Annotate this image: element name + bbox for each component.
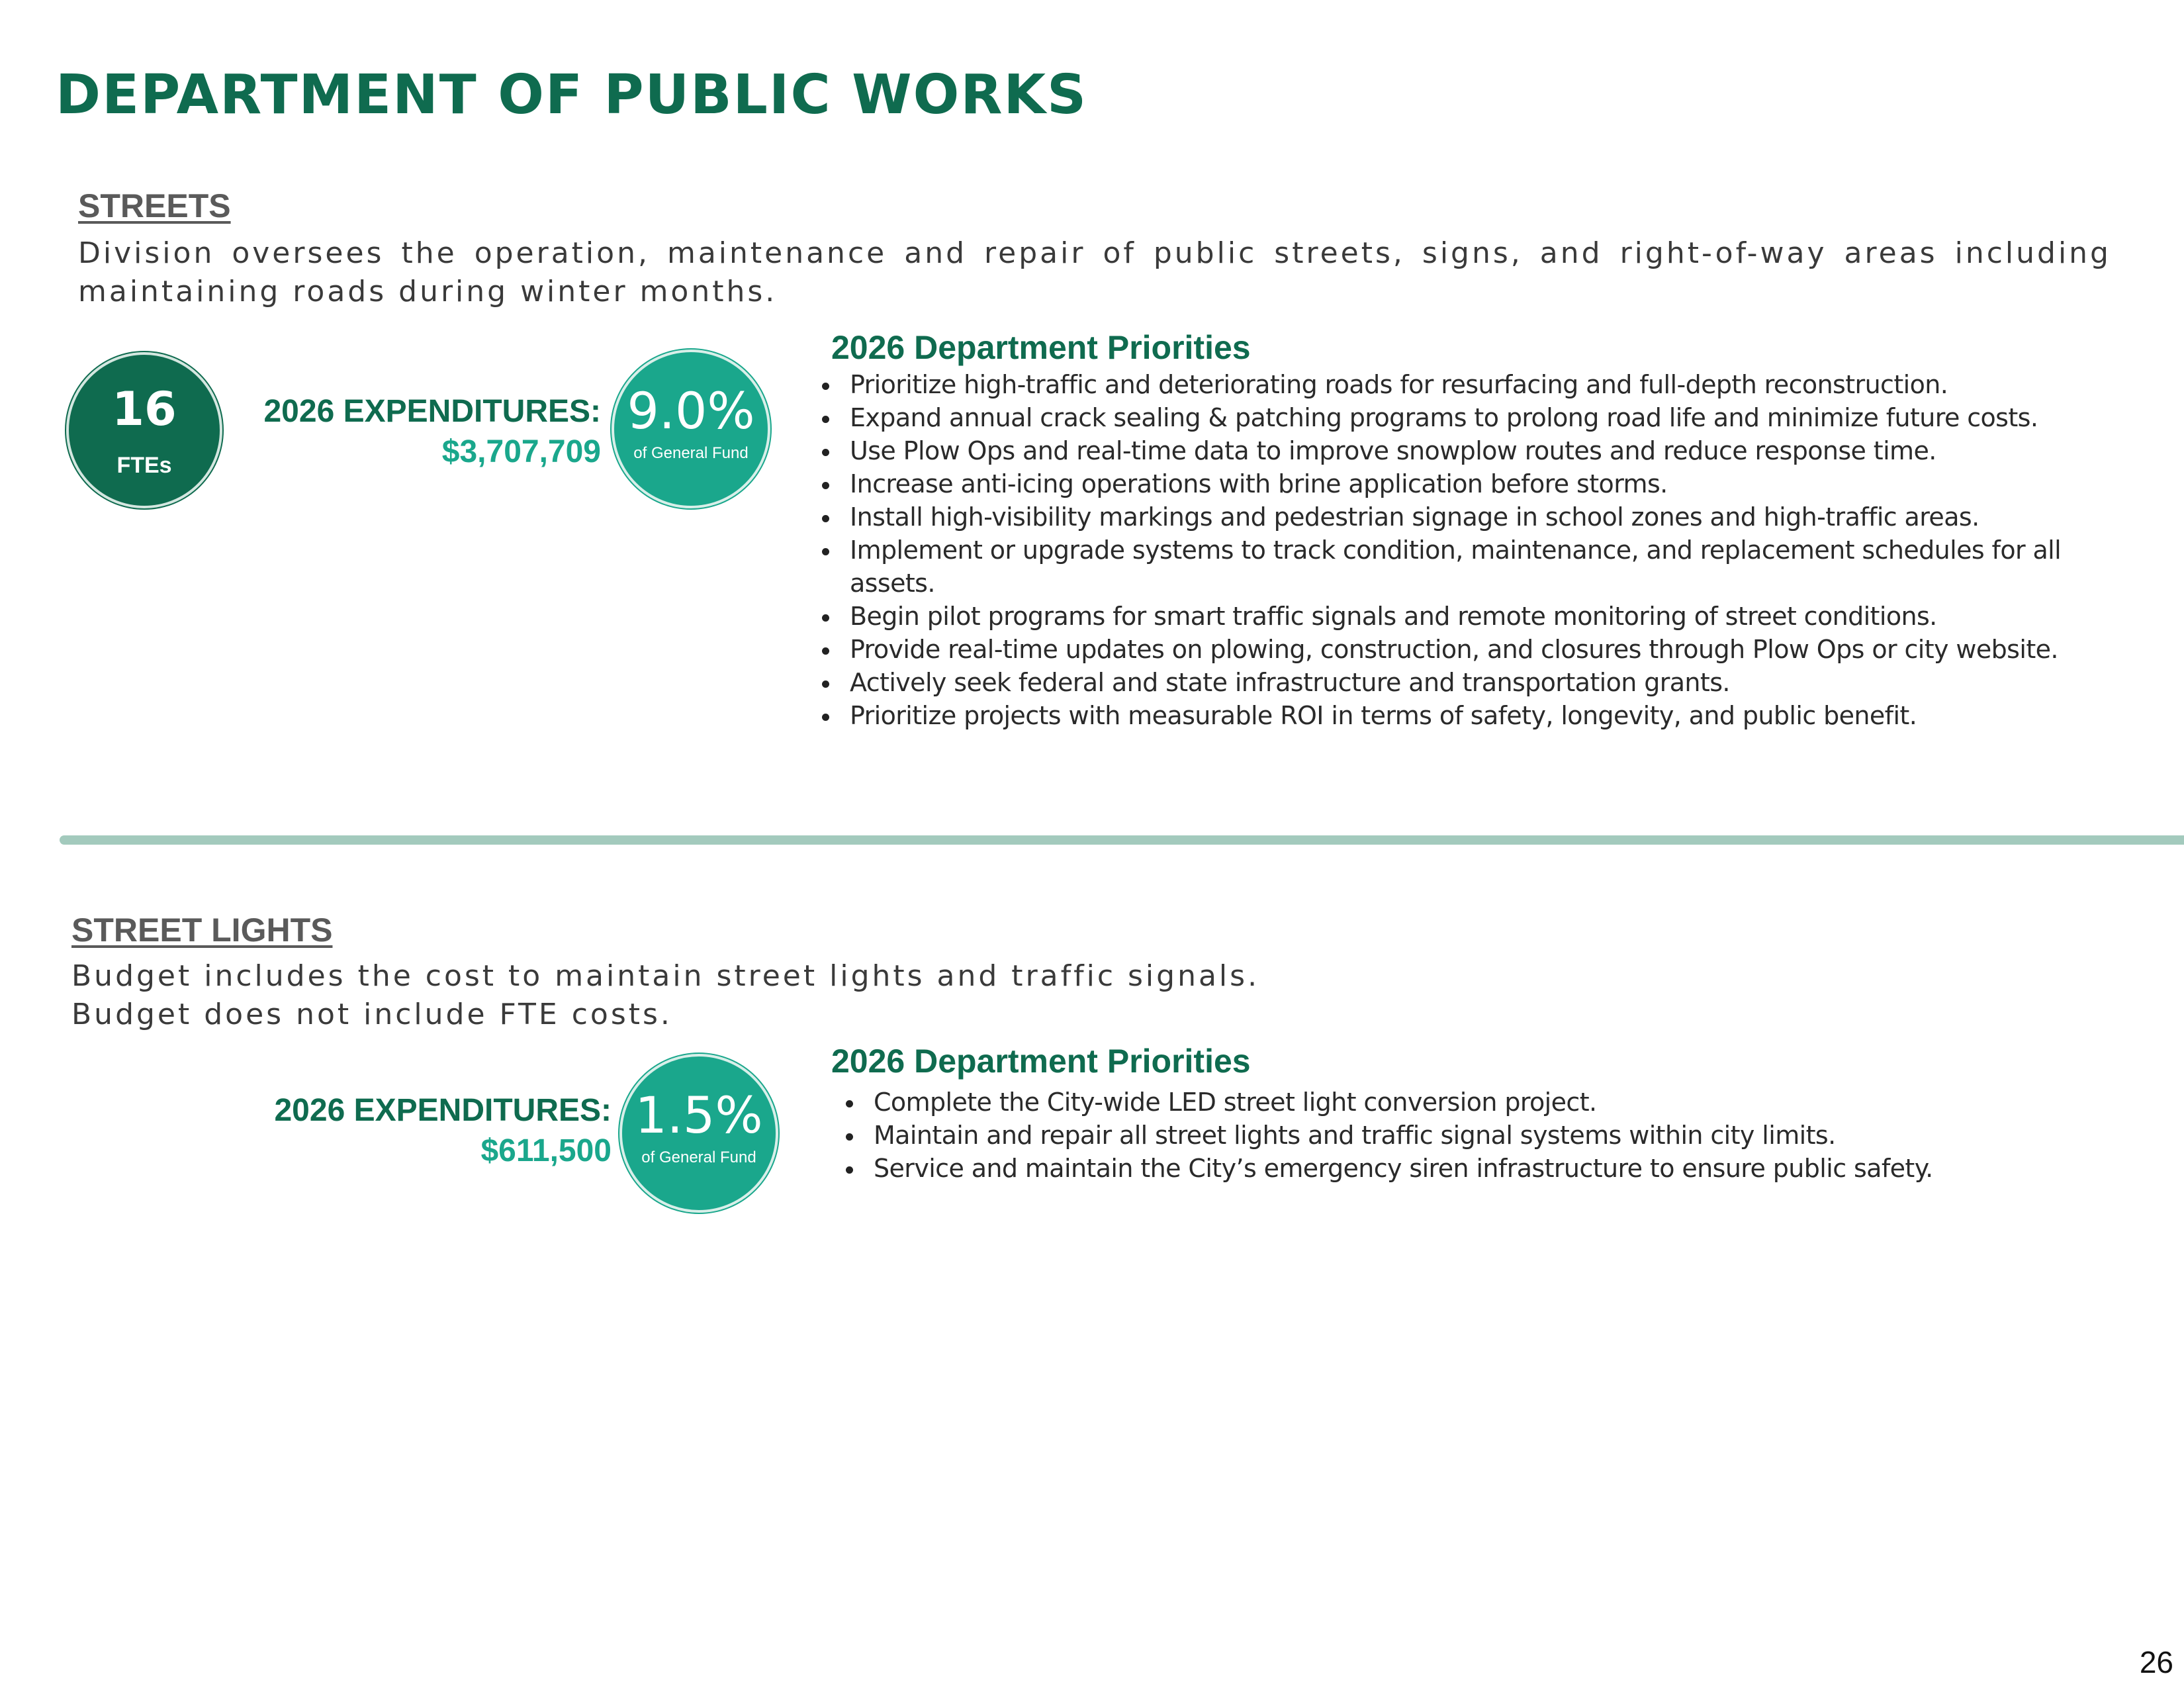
page-number: 26 [2139, 1645, 2173, 1679]
list-item: Provide real-time updates on plowing, construction, and closures through Plow Ops or city website. [818, 633, 2135, 666]
fte-count: 16 [112, 381, 177, 436]
street-lights-priorities-list [842, 1086, 2139, 1185]
page-title: DEPARTMENT OF PUBLIC WORKS [56, 64, 1088, 126]
streets-description: Division oversees the operation, maintenance and repair of public streets, signs, and right-of-way areas including maintaining roads during winter months. [78, 236, 2111, 308]
list-item: Install high-visibility markings and pedestrian signage in school zones and high-traffic areas. [818, 500, 2135, 534]
list-item: Maintain and repair all street lights and traffic signal systems within city limits. [842, 1119, 2139, 1152]
section-divider [60, 835, 2184, 845]
expenditures-label: 2026 EXPENDITURES: [263, 394, 601, 429]
fte-badge [66, 352, 222, 508]
list-item: Begin pilot programs for smart traffic signals and remote monitoring of street conditions. [818, 600, 2135, 633]
list-item: Service and maintain the City’s emergency siren infrastructure to ensure public safety. [842, 1152, 2139, 1185]
expenditures-label: 2026 EXPENDITURES: [274, 1093, 612, 1128]
streets-general-fund-badge [612, 350, 770, 508]
list-item: Increase anti-icing operations with brine application before storms. [818, 467, 2135, 500]
list-item: Expand annual crack sealing & patching programs to prolong road life and minimize future costs. [818, 401, 2135, 434]
street-lights-description-line1: Budget includes the cost to maintain street lights and traffic signals. [71, 959, 1260, 993]
general-fund-label: of General Fund [633, 444, 749, 462]
expenditures-amount: $611,500 [480, 1133, 612, 1168]
list-item: Use Plow Ops and real-time data to improve snowplow routes and reduce response time. [818, 434, 2135, 467]
general-fund-label: of General Fund [641, 1149, 756, 1166]
street-lights-expenditures [274, 1092, 612, 1169]
list-item: Prioritize projects with measurable ROI in terms of safety, longevity, and public benefit. [818, 699, 2135, 732]
streets-priorities-heading: 2026 Department Priorities [831, 329, 1251, 366]
list-item: Actively seek federal and state infrastructure and transportation grants. [818, 666, 2135, 699]
street-lights-description-line2: Budget does not include FTE costs. [71, 998, 672, 1031]
expenditures-amount: $3,707,709 [441, 434, 601, 469]
list-item: Complete the City-wide LED street light conversion project. [842, 1086, 2139, 1119]
street-lights-priorities-heading: 2026 Department Priorities [831, 1043, 1251, 1080]
streets-priorities-list [818, 368, 2135, 732]
general-fund-percent: 9.0% [627, 381, 755, 440]
street-lights-heading: STREET LIGHTS [71, 912, 333, 949]
general-fund-percent: 1.5% [635, 1086, 763, 1145]
list-item: Implement or upgrade systems to track condition, maintenance, and replacement schedules for all assets. [818, 534, 2135, 600]
fte-label: FTEs [116, 452, 172, 478]
streets-heading: STREETS [78, 187, 231, 224]
street-lights-general-fund-badge [619, 1054, 778, 1213]
list-item: Prioritize high-traffic and deteriorating roads for resurfacing and full-depth reconstruction. [818, 368, 2135, 401]
streets-expenditures [263, 393, 601, 470]
